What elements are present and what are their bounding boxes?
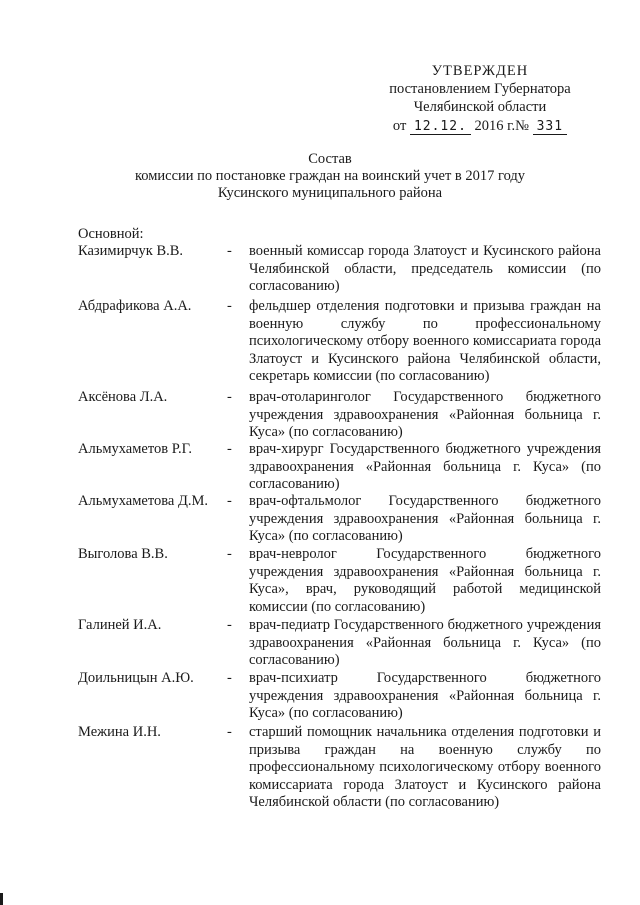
title-line-district: Кусинского муниципального района bbox=[217, 185, 443, 201]
member-name: Казимирчук В.В. bbox=[78, 243, 184, 259]
member-dash: - bbox=[227, 441, 232, 457]
approval-line-region: Челябинской области bbox=[413, 99, 547, 115]
member-role: врач-педиатр Государственного бюджетного учреждения здравоохранения «Районная больница г. Куса» (по согласованию) bbox=[249, 617, 601, 668]
member-name: Альмухаметов Р.Г. bbox=[78, 441, 192, 457]
member-role: старший помощник начальника отделения подготовки и призыва граждан на военную службу по профессиональному психологическому отбору военного комиссариата города Златоуст и Кусинского района Челябинской области (по согласованию) bbox=[249, 724, 601, 810]
document-title bbox=[100, 151, 560, 202]
member-dash: - bbox=[227, 389, 232, 405]
member-role: фельдшер отделения подготовки и призыва граждан на военную службу по профессиональному психологическому отбору военного комиссариата города Златоуст и Кусинского района Челябинской области, секретарь комиссии (по согласованию) bbox=[249, 298, 601, 384]
member-role: врач-психиатр Государственного бюджетного учреждения здравоохранения «Районная больница г. Куса» (по согласованию) bbox=[249, 670, 601, 721]
approval-date-value: 12.12. bbox=[410, 119, 471, 135]
member-dash: - bbox=[227, 617, 232, 633]
approval-block bbox=[360, 62, 600, 136]
scan-edge-mark bbox=[0, 893, 3, 905]
member-dash: - bbox=[227, 493, 232, 509]
approval-heading: УТВЕРЖДЕН bbox=[431, 63, 529, 79]
title-line-composition: Состав bbox=[308, 151, 352, 167]
member-role: врач-хирург Государственного бюджетного учреждения здравоохранения «Районная больница г. Куса» (по согласованию) bbox=[249, 441, 601, 492]
member-name: Выголова В.В. bbox=[78, 546, 168, 562]
title-line-commission: комиссии по постановке граждан на воинский учет в 2017 году bbox=[134, 168, 526, 184]
member-role: врач-офтальмолог Государственного бюджетного учреждения здравоохранения «Районная больница г. Куса» (по согласованию) bbox=[249, 493, 601, 544]
member-dash: - bbox=[227, 546, 232, 562]
approval-number: 331 bbox=[533, 119, 567, 135]
member-name: Альмухаметова Д.М. bbox=[78, 493, 208, 509]
section-label-main: Основной: bbox=[78, 226, 144, 242]
member-name: Абдрафикова А.А. bbox=[78, 298, 192, 314]
member-name: Галиней И.А. bbox=[78, 617, 162, 633]
member-role: военный комиссар города Златоуст и Кусинского района Челябинской области, председатель комиссии (по согласованию) bbox=[249, 243, 601, 294]
member-name: Доильницын А.Ю. bbox=[78, 670, 194, 686]
member-dash: - bbox=[227, 724, 232, 740]
member-role: врач-отоларинголог Государственного бюджетного учреждения здравоохранения «Районная больница г. Куса» (по согласованию) bbox=[249, 389, 601, 440]
approval-date-suffix: 2016 г.№ bbox=[474, 118, 529, 134]
member-dash: - bbox=[227, 298, 232, 314]
member-name: Аксёнова Л.А. bbox=[78, 389, 168, 405]
approval-date-line bbox=[360, 117, 600, 136]
member-dash: - bbox=[227, 670, 232, 686]
member-dash: - bbox=[227, 243, 232, 259]
member-name: Межина И.Н. bbox=[78, 724, 161, 740]
approval-line-decree: постановлением Губернатора bbox=[389, 81, 571, 97]
approval-date-prefix: от bbox=[392, 118, 407, 134]
member-role: врач-невролог Государственного бюджетного учреждения здравоохранения «Районная больница г. Куса», врач, руководящий работой медицинской комиссии (по согласованию) bbox=[249, 546, 601, 615]
